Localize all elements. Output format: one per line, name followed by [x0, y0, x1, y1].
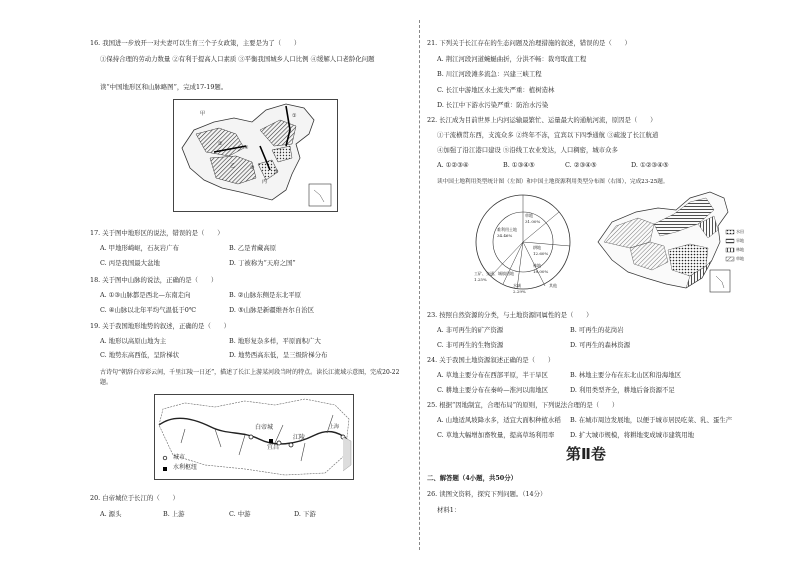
q18-option-a: A. ①③山脉都是西北—东南走向	[100, 291, 191, 299]
q25-option-c: C. 草地大幅增加畜牧量，提高草场利用率	[437, 431, 555, 439]
map1-label-yi: 乙	[230, 163, 236, 169]
q25-stem: 25. 根据“因地制宜，合理布局”的原则，下列说法合理的是（ ）	[427, 401, 619, 409]
land-use-pie-figure	[473, 192, 573, 296]
legend-paddy: 水田	[736, 229, 744, 234]
q16-stem: 16. 我国进一步放开一对夫妻可以生育三个子女政策，主要是为了（ ）	[90, 39, 301, 47]
pie-label-s6: 水域	[513, 283, 521, 288]
q18-option-c: C. ④山脉以北年平均气温低于0℃	[100, 306, 196, 314]
pie-label-s2: 耕地	[533, 245, 541, 250]
q24-option-b: B. 林地主要分布在东北山区和沿海地区	[570, 371, 682, 379]
material-1-label: 材料1：	[437, 506, 461, 514]
label-baidicheng: 白帝城	[255, 424, 274, 431]
map1-label-2: ②	[218, 141, 223, 147]
q22-option-b: B. ①③④⑤	[503, 161, 535, 169]
label-yichang: 宜昌	[267, 444, 280, 451]
q17-option-c: C. 丙是我国最大盆地	[100, 259, 160, 267]
q24-stem: 24. 关于我国土地资源叙述正确的是（ ）	[427, 356, 555, 364]
q21-option-b: B. 川江河段滩多流急：兴建三峡工程	[437, 70, 542, 78]
q18-option-d: D. ⑤山脉是新疆维吾尔自治区	[229, 306, 314, 314]
q16-options: ①保持合理的劳动力数量 ②有利于提高人口素质 ③平衡我国城乡人口比例 ④缓解人口老龄化问题	[100, 55, 375, 63]
map1-label-1: ①	[292, 113, 297, 119]
q21-option-a: A. 荆江河段河道蜿蜒曲折，分洪不畅：裁弯取直工程	[437, 55, 587, 63]
q20-stem: 20. 白帝城位于长江的（ ）	[90, 494, 179, 502]
land-use-map-graphic	[594, 190, 750, 298]
pie-label-s7: 其他	[549, 283, 557, 288]
q20-option-c: C. 中游	[229, 510, 251, 518]
q23-25-intro: 读中国土地利用类型统计图（左图）和中国土地资源利用类型分布图（右图），完成23-25题。	[437, 179, 669, 185]
q20-option-b: B. 上游	[163, 510, 185, 518]
pie-value-s1: 31.00%	[525, 219, 541, 224]
q22-option-a: A. ①②③④	[437, 161, 469, 169]
q21-stem: 21. 下列关于长江存在的生态问题及治理措施的叙述，错误的是（ ）	[427, 39, 631, 47]
q17-stem: 17. 关于图中地形区的说法，错误的是（ ）	[90, 229, 224, 237]
china-terrain-map	[173, 99, 338, 212]
label-shanghai: 上海	[329, 424, 340, 430]
part-2-heading: 二、解答题（4小题，共50分）	[427, 474, 518, 482]
q17-option-b: B. 乙是青藏高原	[229, 244, 277, 252]
q17-option-a: A. 甲地形崎岖，石灰岩广布	[100, 244, 179, 252]
q25-option-d: D. 扩大城市规模，将耕地变成城市建筑用地	[570, 431, 694, 439]
legend-city-label: 城市	[173, 454, 186, 461]
pie-value-s4: 34.46%	[497, 233, 513, 238]
section-2-title: 第Ⅱ卷	[566, 445, 606, 463]
q24-option-c: C. 耕地主要分布在秦岭—淮河以南地区	[437, 386, 548, 394]
q18-option-b: B. ②山脉东侧是东北平原	[229, 291, 302, 299]
q19-option-a: A. 地形以高原山地为主	[100, 337, 167, 345]
q17-19-prompt: 读“中国地形区和山脉略图”，完成17-19题。	[100, 83, 228, 91]
q20-22-prompt: 古诗句“朝辞白帝彩云间，千里江陵一日还”，描述了长江上游某河段当时的特点。读长江流域示意图，完成20-22题。	[100, 369, 400, 386]
q20-option-d: D. 下游	[294, 510, 316, 518]
land-use-pie-graphic	[473, 192, 573, 296]
pie-value-s6: 2.29%	[513, 289, 526, 294]
q25-option-a: A. 山地适风坡降水多，适宜大面积种植水稻	[437, 416, 561, 424]
yangtze-basin-map	[154, 394, 354, 480]
q22-option-d: D. ①②③④⑤	[631, 161, 669, 169]
q20-option-a: A. 源头	[100, 510, 122, 518]
map1-label-5: ⑤	[274, 169, 279, 175]
pie-label-s5: 工矿、交通、城镇用地	[474, 271, 514, 276]
pie-value-s3: 18.00%	[533, 269, 549, 274]
legend-grassland: 草地	[736, 256, 744, 261]
q24-option-d: D. 利用类型齐全，耕地后备资源不足	[570, 386, 675, 394]
column-divider	[419, 20, 420, 550]
q18-stem: 18. 关于图中山脉的说法，正确的是（ ）	[90, 276, 218, 284]
legend-dam-label: 水利枢纽	[173, 464, 198, 471]
q21-option-d: D. 长江中下游水污染严重：防治水污染	[437, 101, 549, 109]
legend-dryland: 旱地	[736, 238, 744, 243]
map1-label-3: ③	[250, 165, 255, 171]
q22-line2: ④加强了沿江港口建设 ⑤沿线工农业发达，人口稠密，城市众多	[437, 146, 618, 154]
legend-forest: 林地	[736, 247, 744, 252]
q19-stem: 19. 关于我国地形地势的叙述，正确的是（ ）	[90, 322, 231, 330]
q17-option-d: D. 丁被称为“天府之国”	[229, 259, 296, 267]
map1-label-4: ④	[244, 145, 249, 151]
q19-option-d: D. 地势西高东低，呈三级阶梯分布	[229, 351, 328, 359]
q23-stem: 23. 按照自然资源的分类，与土地资源同属性的是（ ）	[427, 311, 593, 319]
q21-option-c: C. 长江中游地区水土流失严重：植树造林	[437, 86, 555, 94]
q22-stem: 22. 长江成为目前世界上内河运输最繁忙、运量最大的通航河流，原因是（ ）	[427, 116, 657, 124]
china-terrain-map-graphic	[174, 100, 337, 211]
pie-label-s3: 林地	[533, 263, 541, 268]
q19-option-b: B. 地形复杂多样，平原面积广大	[229, 337, 321, 345]
q23-option-b: B. 可再生的花岗岩	[570, 326, 624, 334]
map1-label-bing: 丙	[262, 179, 268, 185]
q23-option-d: D. 可再生的森林资源	[570, 341, 631, 349]
q22-line1: ①干流横贯东西，支流众多 ②终年不冻，宜宾以下四季通航 ③疏浚了长江航道	[437, 131, 659, 139]
q24-option-a: A. 草地主要分布在西部平原，半干旱区	[437, 371, 548, 379]
q23-option-a: A. 非可再生的矿产资源	[437, 326, 504, 334]
q26-stem: 26. 读图文资料，探究下列问题。（14分）	[427, 490, 547, 498]
map1-label-jia: 甲	[200, 111, 206, 117]
land-use-map	[594, 190, 750, 298]
label-jiangling: 江陵	[293, 434, 306, 441]
map1-label-ding: 丁	[278, 149, 284, 155]
pie-value-s2: 12.60%	[533, 251, 549, 256]
q22-option-c: C. ②③④⑤	[565, 161, 597, 169]
q23-option-c: C. 非可再生的生物资源	[437, 341, 504, 349]
pie-label-s4: 难利用土地	[497, 227, 517, 232]
q25-option-b: B. 在城市周边发展地，以便于城市居民吃菜、乳、蛋生产	[570, 416, 733, 424]
pie-label-s1: 草地	[525, 213, 533, 218]
q19-option-c: C. 地势东高西低，呈阶梯状	[100, 351, 180, 359]
pie-value-s5: 1.25%	[474, 277, 487, 282]
